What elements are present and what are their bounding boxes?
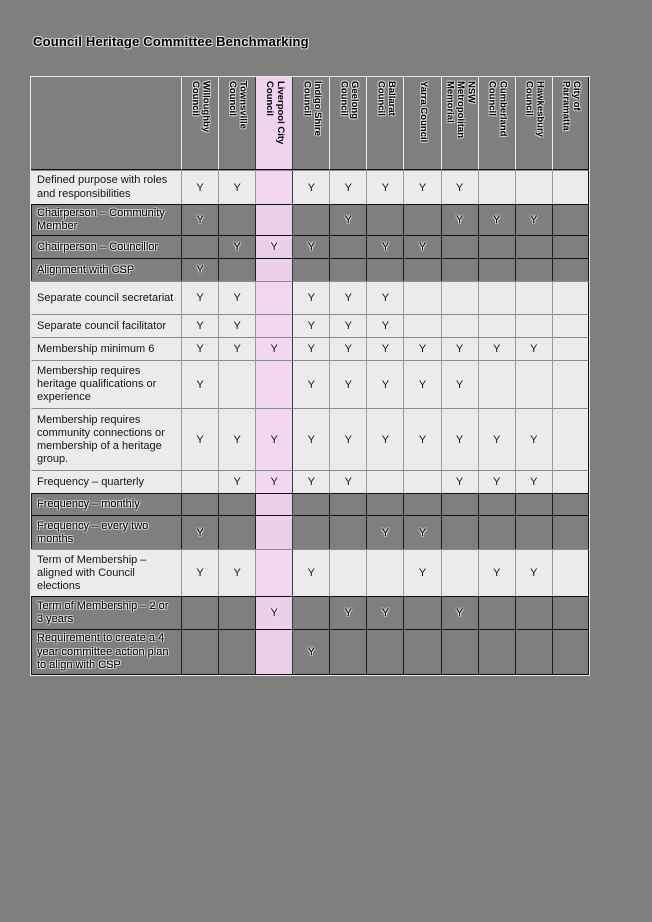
- table-row: [31, 360, 589, 408]
- cell-empty: [478, 493, 515, 515]
- cell-empty: [403, 314, 440, 337]
- table-row: [31, 258, 589, 281]
- cell-yes: Y: [441, 408, 478, 470]
- cell-yes: Y: [366, 170, 403, 204]
- cell-empty: [181, 629, 218, 675]
- column-header-label: Indigo Shire Council: [301, 81, 323, 136]
- cell-empty: [441, 258, 478, 281]
- cell-yes: Y: [403, 549, 440, 596]
- cell-yes: Y: [403, 408, 440, 470]
- cell-yes: Y: [329, 408, 366, 470]
- cell-yes: Y: [441, 337, 478, 360]
- column-header-4: [292, 77, 329, 170]
- cell-yes: Y: [366, 235, 403, 258]
- cell-yes: Y: [329, 470, 366, 493]
- cell-yes: Y: [218, 281, 255, 314]
- cell-yes: Y: [478, 408, 515, 470]
- cell-empty: [478, 629, 515, 675]
- table-row: [31, 281, 589, 314]
- cell-yes: Y: [218, 235, 255, 258]
- cell-empty: [218, 258, 255, 281]
- cell-empty: [515, 258, 552, 281]
- cell-empty: [329, 235, 366, 258]
- cell-yes: Y: [181, 314, 218, 337]
- column-header-3: [255, 77, 292, 170]
- cell-yes: Y: [181, 170, 218, 204]
- cell-empty: [403, 629, 440, 675]
- cell-empty: [441, 235, 478, 258]
- cell-yes: Y: [366, 281, 403, 314]
- cell-empty: [441, 515, 478, 549]
- cell-empty: [478, 314, 515, 337]
- row-label: Membership requires community connections or membership of a heritage group.: [31, 408, 181, 470]
- table-row: [31, 629, 589, 675]
- cell-empty: [552, 470, 589, 493]
- cell-yes: Y: [181, 258, 218, 281]
- row-label: Membership requires heritage qualifications or experience: [31, 360, 181, 408]
- row-label: Chairperson – Community Member: [31, 204, 181, 235]
- cell-empty: [478, 515, 515, 549]
- cell-empty: [329, 515, 366, 549]
- cell-yes: Y: [441, 204, 478, 235]
- cell-empty: [218, 515, 255, 549]
- cell-empty: [181, 235, 218, 258]
- cell-yes: Y: [329, 360, 366, 408]
- cell-yes: Y: [366, 515, 403, 549]
- cell-yes: Y: [515, 549, 552, 596]
- cell-empty: [552, 170, 589, 204]
- cell-yes: Y: [255, 235, 292, 258]
- cell-empty: [478, 596, 515, 629]
- cell-empty: [255, 170, 292, 204]
- cell-yes: Y: [515, 408, 552, 470]
- cell-empty: [552, 337, 589, 360]
- cell-empty: [515, 515, 552, 549]
- cell-yes: Y: [292, 170, 329, 204]
- cell-yes: Y: [403, 235, 440, 258]
- row-label: Frequency – every two months: [31, 515, 181, 549]
- row-label: Frequency – monthly: [31, 493, 181, 515]
- cell-yes: Y: [329, 170, 366, 204]
- cell-empty: [515, 170, 552, 204]
- cell-empty: [255, 493, 292, 515]
- cell-empty: [292, 515, 329, 549]
- cell-empty: [403, 204, 440, 235]
- cell-empty: [478, 170, 515, 204]
- cell-yes: Y: [366, 337, 403, 360]
- cell-empty: [441, 629, 478, 675]
- cell-empty: [403, 470, 440, 493]
- column-header-label: Hawkesbury Council: [523, 81, 546, 137]
- cell-yes: Y: [441, 596, 478, 629]
- cell-empty: [441, 493, 478, 515]
- cell-yes: Y: [292, 337, 329, 360]
- column-header-label: Cumberland Council: [486, 81, 509, 137]
- cell-empty: [552, 408, 589, 470]
- row-label: Term of Membership – aligned with Council elections: [31, 549, 181, 596]
- cell-empty: [255, 281, 292, 314]
- cell-empty: [552, 258, 589, 281]
- cell-yes: Y: [441, 170, 478, 204]
- column-header-label: Willoughby Council: [190, 81, 212, 133]
- cell-empty: [552, 549, 589, 596]
- cell-yes: Y: [329, 596, 366, 629]
- cell-empty: [441, 549, 478, 596]
- column-header-label: Ballarat Council: [375, 81, 398, 116]
- cell-empty: [366, 258, 403, 281]
- cell-empty: [478, 360, 515, 408]
- cell-empty: [441, 281, 478, 314]
- cell-yes: Y: [292, 235, 329, 258]
- cell-yes: Y: [292, 470, 329, 493]
- cell-yes: Y: [329, 204, 366, 235]
- table-row: [31, 204, 589, 235]
- column-header-label: City of Parramatta: [560, 81, 583, 131]
- cell-empty: [255, 360, 292, 408]
- cell-yes: Y: [515, 337, 552, 360]
- table-row: [31, 408, 589, 470]
- cell-empty: [403, 281, 440, 314]
- cell-yes: Y: [515, 204, 552, 235]
- table-corner-cell: [31, 77, 181, 170]
- cell-empty: [478, 235, 515, 258]
- column-header-6: [366, 77, 403, 170]
- row-label: Separate council facilitator: [31, 314, 181, 337]
- cell-empty: [552, 515, 589, 549]
- cell-yes: Y: [218, 337, 255, 360]
- cell-yes: Y: [181, 408, 218, 470]
- cell-yes: Y: [292, 629, 329, 675]
- cell-empty: [552, 204, 589, 235]
- row-label: Separate council secretariat: [31, 281, 181, 314]
- cell-yes: Y: [366, 314, 403, 337]
- table-row: [31, 170, 589, 204]
- column-header-label: Geelong Council: [338, 81, 360, 120]
- cell-yes: Y: [366, 596, 403, 629]
- cell-yes: Y: [366, 408, 403, 470]
- cell-yes: Y: [292, 408, 329, 470]
- cell-empty: [218, 629, 255, 675]
- page-title: Council Heritage Committee Benchmarking: [33, 34, 309, 49]
- table-row: [31, 235, 589, 258]
- column-header-8: [441, 77, 478, 170]
- cell-empty: [515, 596, 552, 629]
- table-row: [31, 337, 589, 360]
- cell-empty: [515, 629, 552, 675]
- column-header-label: Yarra Council: [417, 81, 429, 143]
- cell-yes: Y: [181, 360, 218, 408]
- cell-yes: Y: [255, 470, 292, 493]
- cell-empty: [181, 470, 218, 493]
- cell-yes: Y: [478, 549, 515, 596]
- cell-empty: [255, 549, 292, 596]
- cell-yes: Y: [403, 170, 440, 204]
- column-header-11: [552, 77, 589, 170]
- table-row: [31, 515, 589, 549]
- row-label: Alignment with CSP: [31, 258, 181, 281]
- cell-yes: Y: [403, 515, 440, 549]
- cell-empty: [329, 549, 366, 596]
- cell-empty: [218, 493, 255, 515]
- cell-empty: [218, 204, 255, 235]
- row-label: Requirement to create a 4 year committee action plan to align with CSP: [31, 629, 181, 675]
- row-label: Defined purpose with roles and responsibilities: [31, 170, 181, 204]
- cell-empty: [366, 629, 403, 675]
- cell-yes: Y: [218, 549, 255, 596]
- cell-empty: [366, 493, 403, 515]
- cell-empty: [366, 470, 403, 493]
- cell-empty: [403, 258, 440, 281]
- cell-empty: [181, 493, 218, 515]
- cell-empty: [441, 314, 478, 337]
- cell-empty: [403, 596, 440, 629]
- cell-yes: Y: [366, 360, 403, 408]
- table-row: [31, 549, 589, 596]
- column-header-2: [218, 77, 255, 170]
- cell-empty: [255, 314, 292, 337]
- table-row: [31, 596, 589, 629]
- cell-empty: [552, 360, 589, 408]
- header-row: [31, 77, 589, 170]
- cell-empty: [552, 596, 589, 629]
- cell-empty: [478, 281, 515, 314]
- cell-empty: [329, 258, 366, 281]
- cell-yes: Y: [181, 515, 218, 549]
- cell-yes: Y: [255, 408, 292, 470]
- cell-empty: [515, 314, 552, 337]
- cell-empty: [515, 493, 552, 515]
- column-header-label: Liverpool City Council: [264, 81, 286, 145]
- column-header-5: [329, 77, 366, 170]
- cell-empty: [292, 258, 329, 281]
- cell-empty: [366, 549, 403, 596]
- cell-empty: [292, 493, 329, 515]
- cell-yes: Y: [292, 314, 329, 337]
- cell-empty: [255, 515, 292, 549]
- row-label: Membership minimum 6: [31, 337, 181, 360]
- table-row: [31, 470, 589, 493]
- cell-yes: Y: [515, 470, 552, 493]
- benchmarking-table: [30, 76, 590, 676]
- cell-yes: Y: [403, 337, 440, 360]
- cell-yes: Y: [181, 281, 218, 314]
- cell-empty: [552, 281, 589, 314]
- cell-empty: [292, 204, 329, 235]
- cell-empty: [478, 258, 515, 281]
- cell-empty: [552, 493, 589, 515]
- cell-yes: Y: [181, 549, 218, 596]
- cell-empty: [181, 596, 218, 629]
- cell-yes: Y: [218, 170, 255, 204]
- cell-empty: [218, 596, 255, 629]
- table-row: [31, 314, 589, 337]
- cell-yes: Y: [329, 314, 366, 337]
- column-header-9: [478, 77, 515, 170]
- cell-empty: [329, 493, 366, 515]
- cell-empty: [552, 235, 589, 258]
- row-label: Chairperson – Councillor: [31, 235, 181, 258]
- cell-yes: Y: [329, 281, 366, 314]
- column-header-label: NSW Metropolitan Memorial: [444, 81, 477, 138]
- column-header-7: [403, 77, 440, 170]
- cell-yes: Y: [478, 470, 515, 493]
- cell-empty: [552, 314, 589, 337]
- cell-empty: [366, 204, 403, 235]
- cell-yes: Y: [441, 360, 478, 408]
- cell-empty: [515, 360, 552, 408]
- cell-yes: Y: [255, 596, 292, 629]
- cell-yes: Y: [441, 470, 478, 493]
- cell-empty: [255, 204, 292, 235]
- cell-yes: Y: [181, 204, 218, 235]
- cell-yes: Y: [218, 470, 255, 493]
- cell-yes: Y: [292, 549, 329, 596]
- cell-empty: [255, 629, 292, 675]
- cell-empty: [515, 235, 552, 258]
- row-label: Frequency – quarterly: [31, 470, 181, 493]
- cell-empty: [403, 493, 440, 515]
- cell-yes: Y: [292, 360, 329, 408]
- cell-yes: Y: [292, 281, 329, 314]
- cell-yes: Y: [255, 337, 292, 360]
- cell-yes: Y: [478, 337, 515, 360]
- column-header-10: [515, 77, 552, 170]
- cell-yes: Y: [218, 408, 255, 470]
- cell-empty: [515, 281, 552, 314]
- cell-empty: [329, 629, 366, 675]
- cell-empty: [255, 258, 292, 281]
- cell-empty: [552, 629, 589, 675]
- cell-yes: Y: [478, 204, 515, 235]
- cell-yes: Y: [403, 360, 440, 408]
- cell-yes: Y: [181, 337, 218, 360]
- row-label: Term of Membership – 2 or 3 years: [31, 596, 181, 629]
- column-header-label: Townsville Council: [227, 81, 249, 129]
- cell-yes: Y: [218, 314, 255, 337]
- column-header-1: [181, 77, 218, 170]
- table-row: [31, 493, 589, 515]
- cell-empty: [292, 596, 329, 629]
- cell-empty: [218, 360, 255, 408]
- cell-yes: Y: [329, 337, 366, 360]
